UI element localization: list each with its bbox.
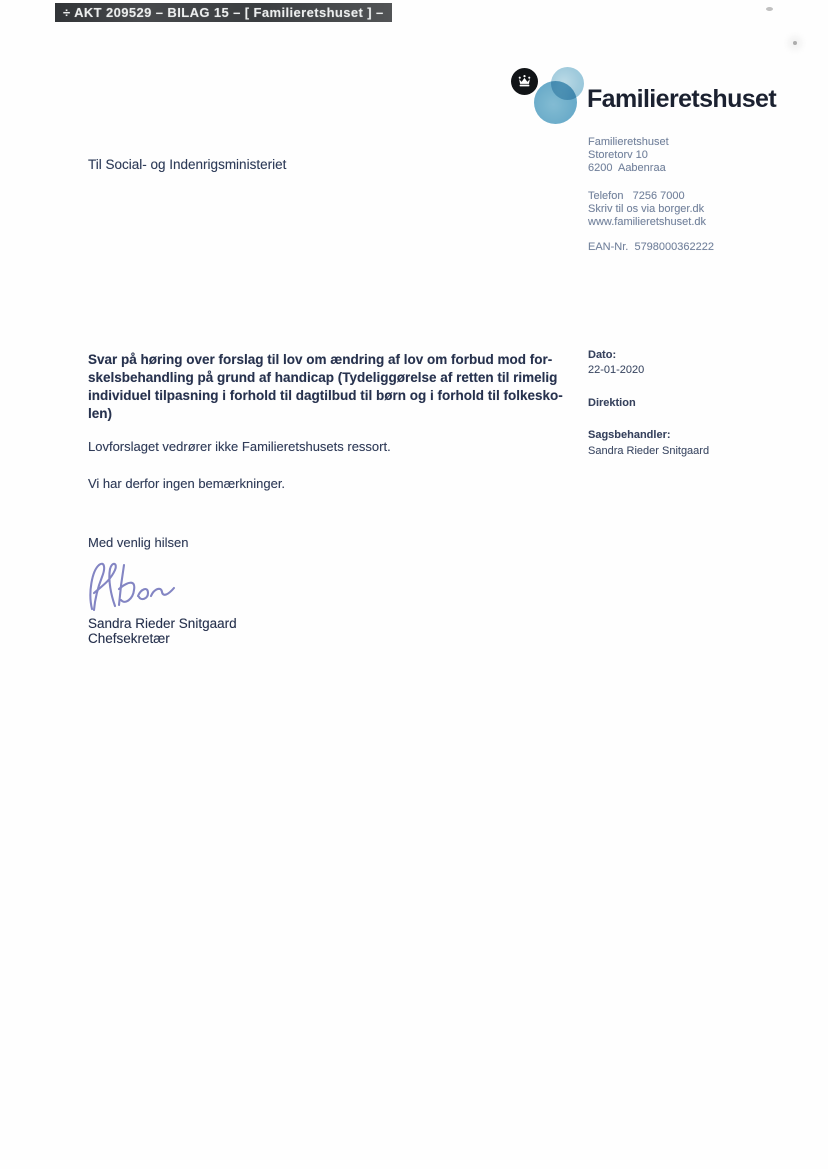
body-paragraph: Lovforslaget vedrører ikke Familieretshusets ressort. — [88, 439, 391, 454]
closing-line: Med venlig hilsen — [88, 535, 189, 550]
body-paragraph: Vi har derfor ingen bemærkninger. — [88, 476, 286, 491]
date-value: 22-01-2020 — [588, 364, 645, 376]
subject-heading-line: Svar på høring over forslag til lov om ændring af lov om forbud mod for- — [88, 352, 553, 367]
subject-heading-line: len) — [88, 406, 113, 421]
recipient-line: Til Social- og Indenrigsministeriet — [88, 157, 287, 172]
sender-ean: EAN-Nr. 5798000362222 — [588, 241, 714, 253]
sender-phone: Telefon 7256 7000 — [588, 190, 685, 202]
subject-heading-line: skelsbehandling på grund af handicap (Tydeliggørelse af retten til rimelig — [88, 370, 558, 385]
sender-website: www.familieretshuset.dk — [588, 216, 706, 228]
signature-name: Sandra Rieder Snitgaard — [88, 616, 237, 631]
caseworker-label: Sagsbehandler: — [588, 429, 671, 441]
date-label: Dato: — [588, 349, 617, 361]
signature-handwriting — [82, 555, 182, 619]
sender-city: 6200 Aabenraa — [588, 162, 666, 174]
akt-stamp-banner: ÷ AKT 209529 – BILAG 15 – [ Familieretshuset ] – — [55, 3, 392, 22]
subject-heading-line: individuel tilpasning i forhold til dagtilbud til børn og i forhold til folkesko- — [88, 388, 563, 403]
caseworker-name: Sandra Rieder Snitgaard — [588, 445, 710, 457]
scan-artifact — [793, 41, 797, 45]
department-label: Direktion — [588, 397, 636, 409]
sender-name: Familieretshuset — [588, 136, 669, 148]
sender-contact: Skriv til os via borger.dk — [588, 203, 705, 215]
logo-wordmark: Familieretshuset — [587, 85, 777, 113]
signature-title: Chefsekretær — [88, 631, 170, 646]
crown-icon — [511, 68, 538, 95]
scan-artifact — [766, 7, 773, 11]
sender-street: Storetorv 10 — [588, 149, 648, 161]
logo-circle-large — [534, 81, 577, 124]
